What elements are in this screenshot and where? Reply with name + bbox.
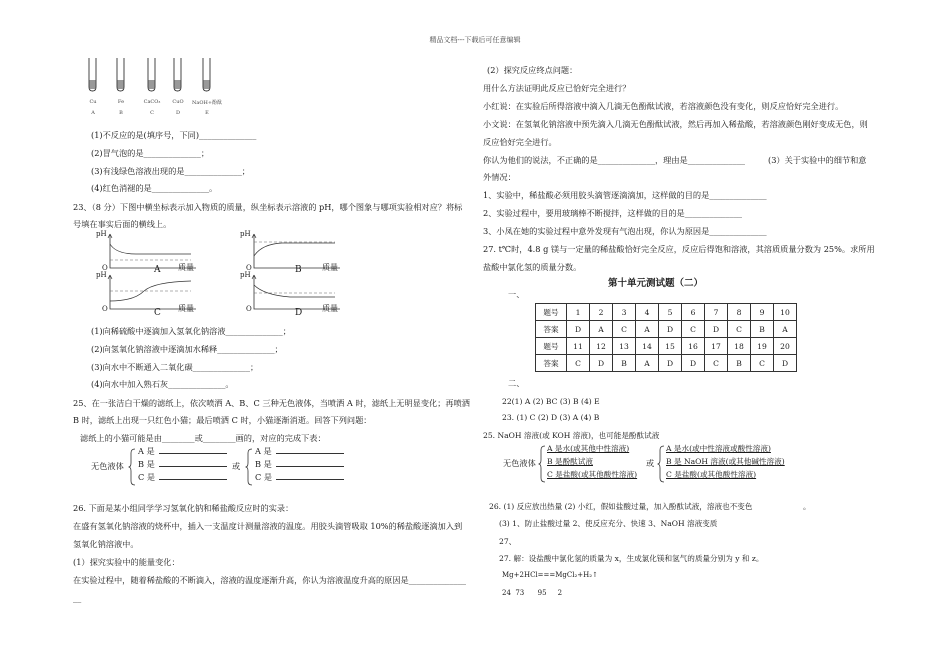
q25-or-label: 或 (232, 461, 241, 471)
tube-letter: D (175, 110, 180, 116)
r-line12: 盐酸中氯化氢的质量分数。 (483, 262, 582, 272)
r-line1: (2）探究反应终点问题： (487, 65, 578, 75)
table-cell: C (613, 321, 636, 338)
table-cell: 14 (636, 338, 659, 355)
r-line8: 1、实验中，稀盐酸必须用胶头滴管逐滴滴加，这样做的目的是______________ (483, 190, 767, 200)
r-line11: 27. t℃时，4.8 g 镁与一定量的稀盐酸恰好完全反应，反应后得饱和溶液，其溶质质量分数为 25%。求所用 (483, 244, 875, 254)
table-cell: 4 (636, 304, 659, 321)
r-line2: 用什么方法证明此反应已恰好完全进行？ (483, 83, 631, 93)
q25-row-b2 (255, 459, 344, 470)
graph-c-origin: O (102, 305, 108, 313)
table-cell: A (636, 355, 659, 372)
graph-d-xlabel: 质量 (322, 304, 338, 313)
table-cell: 12 (590, 338, 613, 355)
q26-line4: (1）探究实验中的能量变化： (73, 557, 180, 567)
q25-row-c2 (255, 472, 344, 483)
graph-d-ylabel: pH (240, 271, 251, 279)
a25-b-row-a: A 是水(或中性溶液或酸性溶液) (666, 444, 771, 453)
table-row (536, 321, 797, 338)
a25-a-row-b: B 是酚酞试液 (547, 457, 593, 466)
graph-c-ylabel: pH (96, 271, 107, 279)
table-cell: C (682, 321, 705, 338)
q25-row-a2 (255, 446, 344, 457)
tube-chem-label: CuO (172, 99, 184, 105)
q23-item-1: (1)向稀硫酸中逐滴加入氢氧化钠溶液______________； (91, 326, 291, 336)
q25-line2: B 时，滤纸上出现一只红色小猫；最后喷洒 C 时，小猫逐渐消逝。回答下列问题： (73, 415, 372, 425)
test-tube-icon (116, 58, 125, 92)
q25-row-a2-label: A 是 (255, 446, 272, 456)
brace-icon (538, 445, 546, 483)
brace-icon (657, 445, 665, 483)
tube-chem-label: NaOH+酚酞 (192, 100, 223, 106)
table-cell: 20 (774, 338, 797, 355)
table-cell: 16 (682, 338, 705, 355)
table-cell: C (705, 355, 728, 372)
q25-row-a (138, 446, 227, 457)
r-line4: 小文说：在氢氧化钠溶液中预先滴入几滴无色酚酞试液，然后再加入稀盐酸，若溶液颜色刚好变成无色，则 (483, 119, 868, 129)
q22-item-3: (3)有浅绿色溶液出现的是______________； (91, 166, 250, 176)
table-cell: 15 (659, 338, 682, 355)
q25-row-c (138, 472, 227, 483)
graph-a-xlabel: 质量 (178, 263, 194, 272)
graph-b-ylabel: pH (240, 230, 251, 238)
tube-chem-label: Fe (117, 99, 125, 105)
table-cell: 答案 (536, 355, 567, 372)
q25-line1: 25、在一张洁白干燥的滤纸上，依次喷洒 A、B、C 三种无色液体，当喷洒 A 时，滤纸上无明显变化；再喷洒 (73, 398, 470, 408)
table-cell: D (682, 355, 705, 372)
table-cell: 1 (567, 304, 590, 321)
table-cell: A (590, 321, 613, 338)
answer-table (535, 303, 797, 372)
table-cell: D (590, 355, 613, 372)
q26-line3: 氢氧化钠溶液中。 (73, 539, 139, 549)
table-cell: 11 (567, 338, 590, 355)
table-cell: D (659, 321, 682, 338)
table-cell: B (728, 355, 751, 372)
q26-line6: __ (73, 593, 82, 603)
q23-item-4: (4)向水中加入熟石灰______________。 (91, 379, 234, 389)
answer-23: 23. (1) C (2) D (3) A (4) B (502, 413, 600, 422)
r-line5: 反应恰好完全进行。 (483, 137, 557, 147)
table-cell: 18 (728, 338, 751, 355)
table-cell: 5 (659, 304, 682, 321)
a25-b-row-b: B 是 NaOH 溶液(或其他碱性溶液) (666, 457, 785, 466)
table-cell: B (613, 355, 636, 372)
tube-letter: B (119, 110, 123, 116)
answer-22: 22(1) A (2) BC (3) B (4) E (502, 397, 600, 406)
table-cell: C (751, 355, 774, 372)
brace-icon (128, 448, 136, 486)
r-line6b: (3）关于实验中的细节和意 (768, 155, 867, 165)
table-cell: B (751, 321, 774, 338)
tube-chem-label: Cu (89, 99, 97, 105)
ph-graph-c (96, 273, 206, 323)
table-row (536, 304, 797, 321)
page-header: 精品文档---下载后可任意编辑 (429, 36, 521, 44)
q25-liquid-label: 无色液体 (91, 461, 124, 471)
table-cell: D (705, 321, 728, 338)
q26-line1: 26. 下面是某小组同学学习氢氧化钠和稀盐酸反应时的实录： (73, 503, 294, 513)
answer-section-title: 第十单元测试题（二） (608, 278, 704, 289)
q23-intro-line2: 号填在事实后面的横线上。 (73, 219, 172, 229)
q25-row-b (138, 459, 227, 470)
brace-icon (245, 448, 253, 486)
q25-row-b2-label: B 是 (255, 459, 272, 469)
tube-letter: C (150, 110, 154, 116)
graph-a-origin: O (102, 264, 108, 272)
graph-a-letter: A (154, 265, 161, 275)
q23-item-3: (3)向水中不断通入二氧化碳______________； (91, 362, 259, 372)
q25-row-c-label: C 是 (138, 472, 156, 482)
r-line10: 3、小凤在她的实验过程中意外发现有气泡出现，你认为原因是______________ (483, 226, 767, 236)
table-cell: 2 (590, 304, 613, 321)
r-line6a: 你认为他们的说法，不正确的是______________，理由是______________ (483, 155, 746, 165)
answer-26-line1: 26. (1) 反应放出热量 (2) 小红，假如盐酸过量，加入酚酞试液，溶液也不变色 (489, 502, 753, 511)
table-cell: 6 (682, 304, 705, 321)
table-cell: 19 (751, 338, 774, 355)
answer-27-equation: Mg+2HCl===MgCl₂+H₂↑ (502, 571, 598, 579)
q25-line3: 滤纸上的小猫可能是由________或________画的，对应的完成下表： (80, 433, 326, 443)
tube-letter: E (205, 110, 209, 116)
graph-c-letter: C (154, 308, 161, 318)
q26-line5: 在实验过程中，随着稀盐酸的不断滴入，溶液的温度逐渐升高，你认为溶液温度升高的原因是______________ (73, 575, 467, 585)
table-cell: 13 (613, 338, 636, 355)
table-cell: A (636, 321, 659, 338)
table-cell: 答案 (536, 321, 567, 338)
tube-letter: A (91, 110, 95, 116)
a25-a-row-c: C 是盐酸(或其他酸性溶液) (547, 470, 638, 479)
table-row (536, 355, 797, 372)
test-tube-icon (173, 58, 182, 92)
table-cell: 7 (705, 304, 728, 321)
table-cell: D (659, 355, 682, 372)
r-line9: 2、实验过程中，要用玻璃棒不断搅拌，这样做的目的是______________ (483, 208, 743, 218)
q23-intro-line1: 23、（8 分）下图中横坐标表示加入物质的质量，纵坐标表示溶液的 pH，哪个图象与哪项实验相对应？将标 (73, 202, 463, 212)
q25-row-a-label: A 是 (138, 446, 155, 456)
graph-b-xlabel: 质量 (322, 263, 338, 272)
q25-row-c2-label: C 是 (255, 472, 273, 482)
section-two-label: 二、 (508, 378, 525, 388)
q22-item-2: (2)冒气泡的是______________； (91, 148, 210, 158)
r-line3: 小红说：在实验后所得溶液中滴入几滴无色酚酞试液，若溶液颜色没有变化，则反应恰好完全进行。 (483, 101, 844, 111)
answer-27-label: 27、 (499, 537, 517, 546)
table-cell: 8 (728, 304, 751, 321)
table-cell: 3 (613, 304, 636, 321)
a25-b-row-c: C 是盐酸(或其他酸性溶液) (666, 470, 757, 479)
test-tube-icon (88, 58, 97, 92)
graph-d-origin: O (246, 305, 252, 313)
tube-chem-label: CaCO₃ (143, 99, 161, 105)
answer-26-dot: 。 (803, 502, 811, 511)
r-line7: 外情况： (483, 172, 516, 182)
graph-d-letter: D (295, 308, 303, 318)
q26-line2: 在盛有氢氧化钠溶液的烧杯中，插入一支温度计测量溶液的温度。用胶头滴管吸取 10%的稀盐酸逐滴加入到 (73, 521, 463, 531)
table-row (536, 338, 797, 355)
answer-27-masses: 24 73 95 2 (502, 589, 563, 597)
table-cell: C (567, 355, 590, 372)
graph-b-origin: O (246, 264, 252, 272)
graph-c-xlabel: 质量 (178, 304, 194, 313)
a25-or-label: 或 (646, 458, 655, 468)
table-cell: 9 (751, 304, 774, 321)
answer-25: 25. NaOH 溶液(或 KOH 溶液)，也可能是酚酞试液 (483, 431, 660, 440)
graph-a-ylabel: pH (96, 230, 107, 238)
table-cell: 10 (774, 304, 797, 321)
q23-item-2: (2)向氢氧化钠溶液中逐滴加水稀释______________； (91, 344, 283, 354)
test-tube-icon (202, 58, 211, 92)
table-cell: D (774, 355, 797, 372)
q22-item-4: (4)红色消褪的是______________。 (91, 183, 218, 193)
table-cell: 17 (705, 338, 728, 355)
table-cell: 题号 (536, 304, 567, 321)
answer-26-line2: (3) 1、防止盐酸过量 2、使反应充分、快速 3、NaOH 溶液变质 (499, 519, 718, 528)
a25-a-row-a: A 是水(或其他中性溶液) (547, 444, 630, 453)
table-cell: A (774, 321, 797, 338)
q22-item-1: (1)不反应的是(填序号，下同)______________ (91, 130, 257, 140)
answer-27-line1: 27. 解：设盐酸中氯化氢的质量为 x，生成氯化镁和氢气的质量分别为 y 和 z。 (499, 554, 764, 563)
section-one-label: 一、 (508, 289, 525, 299)
table-cell: 题号 (536, 338, 567, 355)
graph-b-letter: B (295, 265, 302, 275)
q25-row-b-label: B 是 (138, 459, 155, 469)
table-cell: C (728, 321, 751, 338)
test-tube-icon (147, 58, 156, 92)
table-cell: D (567, 321, 590, 338)
a25-liquid-label: 无色液体 (503, 458, 536, 468)
